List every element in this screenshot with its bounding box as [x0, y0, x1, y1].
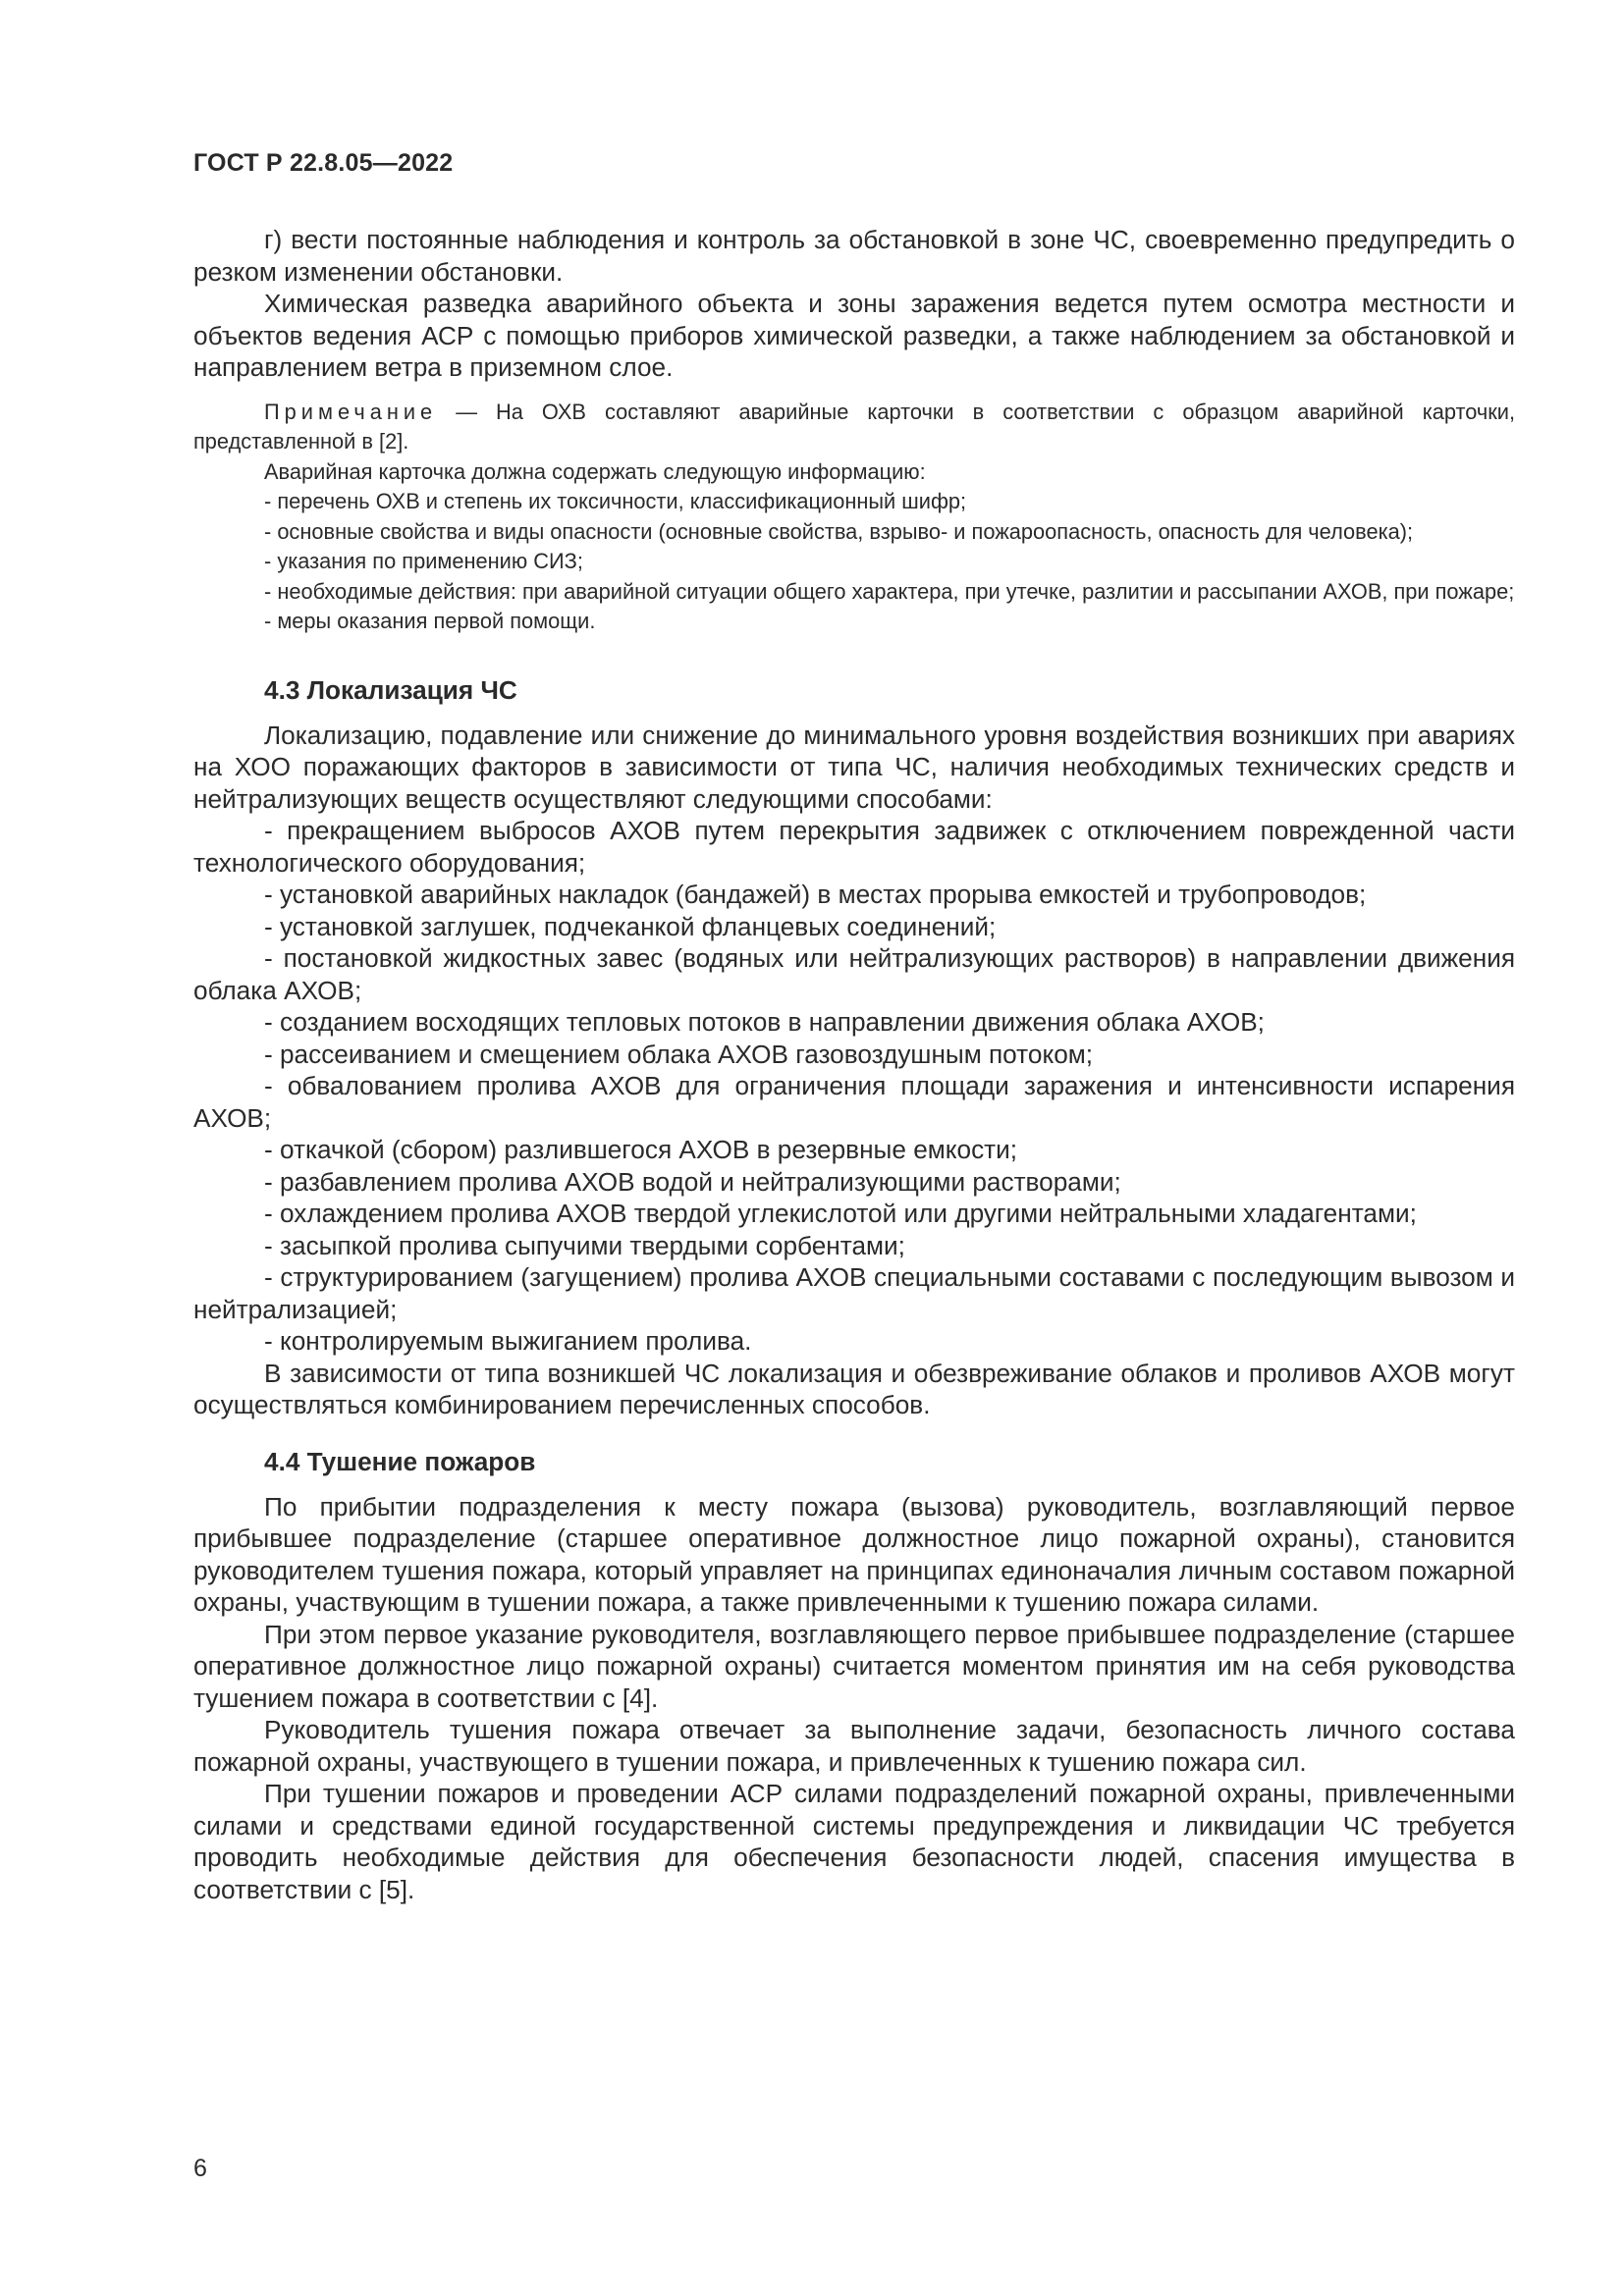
note-line: - меры оказания первой помощи.: [264, 609, 596, 633]
list-item: - разбавлением пролива АХОВ водой и нейтрализующими растворами;: [264, 1166, 1121, 1197]
paragraph: По прибытии подразделения к месту пожара (вызова) руководитель, возглавляющий первое прибывшее подразделение (старшее оперативное должностное лицо пожарной охраны), становится руководителем тушения пожара, который управляет на принципах единоначалия личным составом пожарной охраны, участвующим в тушении пожара, а также привлеченными к тушению пожара силами.: [193, 1491, 1515, 1617]
paragraph: Локализацию, подавление или снижение до минимального уровня воздействия возникших при авариях на ХОО поражающих факторов в зависимости от типа ЧС, наличия необходимых технических средств и нейтрализующих веществ осуществляют следующими способами:: [193, 720, 1515, 814]
note-label: Примечание: [264, 399, 438, 424]
list-item: - установкой аварийных накладок (бандажей) в местах прорыва емкостей и трубопроводов;: [264, 880, 1367, 909]
list-item: - постановкой жидкостных завес (водяных или нейтрализующих растворов) в направлении движения облака АХОВ;: [193, 943, 1515, 1005]
paragraph: При этом первое указание руководителя, возглавляющего первое прибывшее подразделение (старшее оперативное должностное лицо пожарной охраны) считается моментом принятия им на себя руководства тушением пожара в соответствии с [4].: [193, 1619, 1515, 1713]
list-item: - откачкой (сбором) разлившегося АХОВ в резервные емкости;: [264, 1135, 1018, 1164]
document-code-header: ГОСТ Р 22.8.05—2022: [193, 149, 454, 177]
list-item: - рассеиванием и смещением облака АХОВ газовоздушным потоком;: [264, 1039, 1094, 1069]
paragraph: г) вести постоянные наблюдения и контроль за обстановкой в зоне ЧС, своевременно предупредить о резком изменении обстановки.: [193, 225, 1515, 287]
list-item: - охлаждением пролива АХОВ твердой углекислотой или другими нейтральными хладагентами;: [264, 1199, 1417, 1228]
note-line: Аварийная карточка должна содержать следующую информацию:: [264, 458, 926, 484]
page-number: 6: [193, 2155, 207, 2182]
note-line: - перечень ОХВ и степень их токсичности, классификационный шифр;: [264, 489, 967, 513]
note-paragraph: [193, 398, 1515, 457]
paragraph: В зависимости от типа возникшей ЧС локализация и обезвреживание облаков и проливов АХОВ могут осуществляться комбинированием перечисленных способов.: [193, 1358, 1515, 1419]
list-item: - структурированием (загущением) пролива АХОВ специальными составами с последующим вывозом и нейтрализацией;: [193, 1262, 1515, 1324]
note-block: [193, 398, 1515, 637]
note-text: — На ОХВ составляют аварийные карточки в соответствии с образцом аварийной карточки, представленной в [2].: [193, 399, 1515, 454]
note-line: - необходимые действия: при аварийной ситуации общего характера, при утечке, разлитии и рассыпании АХОВ, при пожаре;: [264, 578, 1515, 604]
list-item: - созданием восходящих тепловых потоков в направлении движения облака АХОВ;: [264, 1007, 1265, 1037]
paragraph: При тушении пожаров и проведении АСР силами подразделений пожарной охраны, привлеченными силами и средствами единой государственной системы предупреждения и ликвидации ЧС требуется проводить необходимые действия для обеспечения безопасности людей, спасения имущества в соответствии с [5].: [193, 1779, 1515, 1904]
paragraph: Руководитель тушения пожара отвечает за выполнение задачи, безопасность личного состава пожарной охраны, участвующего в тушении пожара, и привлеченных к тушению пожара сил.: [193, 1715, 1515, 1777]
section-heading: 4.4 Тушение пожаров: [264, 1446, 536, 1476]
note-line: - основные свойства и виды опасности (основные свойства, взрыво- и пожароопасность, опасность для человека);: [264, 518, 1414, 544]
note-line: - указания по применению СИЗ;: [264, 549, 583, 573]
paragraph: Химическая разведка аварийного объекта и зоны заражения ведется путем осмотра местности и объектов ведения АСР с помощью приборов химической разведки, а также наблюдением за обстановкой и направлением ветра в приземном слое.: [193, 289, 1515, 382]
section-heading: 4.3 Локализация ЧС: [264, 674, 517, 705]
list-item: - прекращением выбросов АХОВ путем перекрытия задвижек с отключением поврежденной части технологического оборудования;: [193, 816, 1515, 878]
list-item: - засыпкой пролива сыпучими твердыми сорбентами;: [264, 1230, 905, 1260]
list-item: - контролируемым выжиганием пролива.: [264, 1326, 752, 1356]
page-body: [193, 224, 1515, 1905]
list-item: - обвалованием пролива АХОВ для ограничения площади заражения и интенсивности испарения АХОВ;: [193, 1071, 1515, 1133]
list-item: - установкой заглушек, подчеканкой фланцевых соединений;: [264, 911, 997, 941]
